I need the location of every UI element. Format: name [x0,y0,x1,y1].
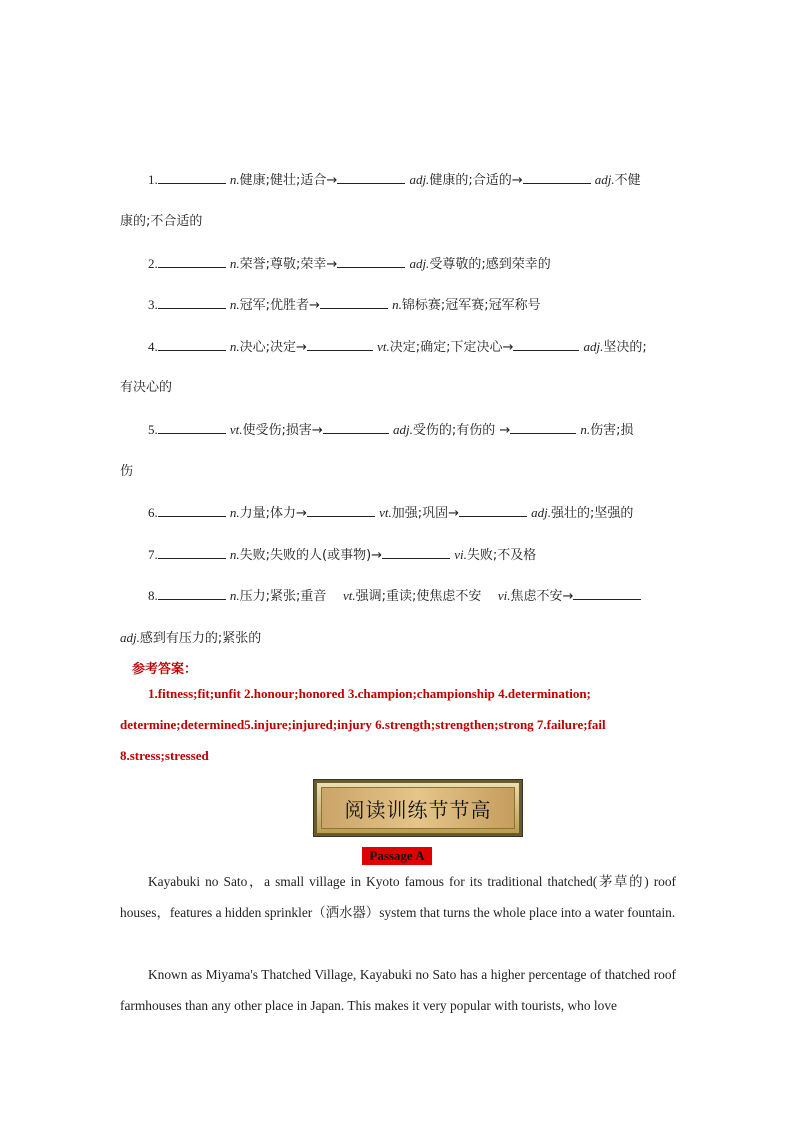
answer-blank[interactable] [158,255,226,268]
passage-paragraph-2: Known as Miyama's Thatched Village, Kayabuki no Sato has a higher percentage of thatched roof farmhouses than any other place in Japan. This makes it very popular with tourists, who love [120,967,676,1013]
vocab-item-8-cont: adj.感到有压力的;紧张的 [120,630,262,646]
answer-blank[interactable] [158,171,226,184]
answers-line-1: 1.fitness;fit;unfit 2.honour;honored 3.champion;championship 4.determination; [148,686,591,701]
answer-blank[interactable] [158,587,226,600]
answers-title: 参考答案： [132,662,198,677]
answer-blank[interactable] [158,338,226,351]
answer-blank[interactable] [307,338,373,351]
answer-blank[interactable] [158,421,226,434]
answer-blank[interactable] [158,296,226,309]
answer-blank[interactable] [320,296,388,309]
answer-blank[interactable] [382,546,450,559]
answer-blank[interactable] [459,504,527,517]
section-banner-title: 阅读训练节节高 [344,797,492,822]
vocab-item-6: 6. n.力量;体力→ vt.加强;巩固→ adj.强壮的;坚强的 [148,505,634,521]
vocab-item-5-cont: 伤 [120,464,134,479]
vocab-item-2: 2. n.荣誉;尊敬;荣幸→ adj.受尊敬的;感到荣幸的 [148,256,551,272]
answer-blank[interactable] [158,504,226,517]
answer-blank[interactable] [523,171,591,184]
answer-blank[interactable] [337,255,405,268]
answer-blank[interactable] [307,504,375,517]
vocab-item-3: 3. n.冠军;优胜者→ n.锦标赛;冠军赛;冠军称号 [148,297,541,313]
vocab-item-1-cont: 康的;不合适的 [120,214,203,229]
answers-line-2: determine;determined5.injure;injured;injury 6.strength;strengthen;strong 7.failure;fail [120,717,606,732]
answer-blank[interactable] [513,338,579,351]
answer-blank[interactable] [573,587,641,600]
passage-paragraph-1: Kayabuki no Sato，a small village in Kyoto famous for its traditional thatched(茅草的) roof houses，features a hidden sprinkler（洒水器）system that turns the whole place into a water fountain. [120,874,676,920]
answer-blank[interactable] [323,421,389,434]
vocab-item-7: 7. n.失败;失败的人(或事物)→ vi.失败;不及格 [148,547,537,563]
answer-blank[interactable] [510,421,576,434]
answer-blank[interactable] [337,171,405,184]
vocab-item-4: 4. n.决心;决定→ vt.决定;确定;下定决心→ adj.坚决的; [148,339,647,355]
vocab-item-5: 5. vt.使受伤;损害→ adj.受伤的;有伤的 → n.伤害;损 [148,422,634,438]
vocab-item-1: 1. n.健康;健壮;适合→ adj.健康的;合适的→ adj.不健 [148,172,641,188]
section-banner [313,779,523,837]
vocab-item-8: 8. n.压力;紧张;重音 vt.强调;重读;使焦虑不安 vi.焦虑不安→ [148,587,676,606]
vocab-item-4-cont: 有决心的 [120,380,173,395]
answers-line-3: 8.stress;stressed [120,748,209,763]
answer-blank[interactable] [158,546,226,559]
passage-label: Passage A [362,847,432,865]
